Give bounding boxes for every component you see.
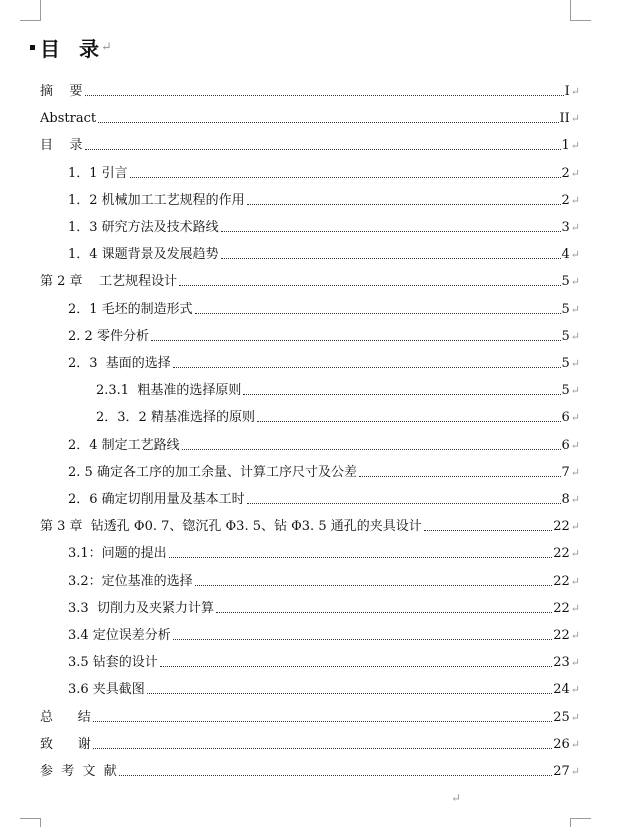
- toc-entry-page: 27: [553, 764, 570, 779]
- toc-entry-page: 22: [553, 546, 570, 562]
- toc-entry-page: 26: [553, 736, 570, 752]
- dot-leader: [424, 529, 553, 531]
- toc-entry[interactable]: [68, 164, 580, 182]
- toc-entry[interactable]: [96, 381, 580, 399]
- toc-entry-label: 3.5 钻套的设计: [68, 655, 158, 671]
- dot-leader: [359, 475, 561, 477]
- paragraph-mark-icon: ↵: [570, 248, 580, 262]
- paragraph-mark-icon: ↵: [570, 601, 580, 615]
- toc-entry-page: 5: [561, 356, 570, 371]
- toc-entry-label: 2．6 确定切削用量及基本工时: [68, 492, 245, 507]
- paragraph-mark-icon: ↵: [570, 547, 580, 561]
- toc-entry-label: 2．3 基面的选择: [68, 356, 171, 371]
- dot-leader: [247, 203, 561, 205]
- crop-mark-bottom-right-v: [570, 818, 571, 827]
- paragraph-mark-icon: ↵: [570, 710, 580, 724]
- paragraph-mark-icon: ↵: [570, 275, 580, 289]
- toc-entry-label: 3.6 夹具截图: [68, 682, 145, 698]
- toc-entry[interactable]: [68, 490, 580, 508]
- paragraph-mark-icon: ↵: [570, 411, 580, 425]
- paragraph-mark-icon: ↵: [570, 438, 580, 452]
- page-title: [30, 33, 113, 62]
- paragraph-mark-icon: ↵: [570, 139, 580, 153]
- toc-entry[interactable]: [68, 572, 580, 590]
- toc-entry[interactable]: [68, 599, 580, 617]
- toc-entry-label: 3.4 定位误差分析: [68, 628, 171, 643]
- crop-mark-top-right-h: [570, 20, 591, 21]
- toc-entry-label: 1．4 课题背景及发展趋势: [68, 247, 219, 263]
- dot-leader: [182, 448, 561, 450]
- toc-entry-label: 2．3．2 精基准选择的原则: [96, 410, 255, 426]
- toc-entry-page: 3: [561, 220, 570, 235]
- toc-entry-page: 22: [553, 600, 570, 616]
- toc-entry[interactable]: [40, 272, 580, 290]
- crop-mark-top-left-v: [40, 0, 41, 20]
- dot-leader: [243, 393, 560, 395]
- toc-entry-label: 摘 要: [40, 84, 83, 99]
- dot-leader: [130, 176, 561, 178]
- dot-leader: [93, 747, 552, 749]
- paragraph-mark-icon: ↵: [570, 656, 580, 670]
- toc-entry-page: 25: [553, 709, 570, 725]
- toc-entry-label: 2．1 毛坯的制造形式: [68, 301, 193, 317]
- toc-entry-page: 6: [561, 437, 570, 453]
- toc-entry-page: 5: [561, 301, 570, 317]
- dot-leader: [160, 665, 552, 667]
- toc-entry[interactable]: [40, 82, 580, 100]
- paragraph-mark-icon: ↵: [570, 221, 580, 234]
- toc-entry-page: 24: [553, 682, 570, 698]
- dot-leader: [173, 638, 552, 640]
- dot-leader: [85, 94, 564, 96]
- paragraph-mark-icon: ↵: [570, 574, 580, 588]
- title-char-1: 目: [40, 37, 61, 61]
- dot-leader: [247, 502, 561, 504]
- toc-entry-page: 5: [561, 274, 570, 290]
- toc-entry[interactable]: [68, 300, 580, 318]
- dot-leader: [119, 774, 552, 776]
- toc-entry-page: 6: [561, 410, 570, 426]
- toc-entry-label: 1．2 机械加工工艺规程的作用: [68, 192, 245, 208]
- toc-entry[interactable]: [96, 408, 580, 426]
- paragraph-mark-icon: ↵: [570, 765, 580, 778]
- paragraph-mark-icon: ↵: [570, 520, 580, 534]
- dot-leader: [169, 556, 553, 558]
- toc-entry-page: 2: [561, 192, 570, 208]
- dot-leader: [257, 420, 561, 422]
- crop-mark-top-right-v: [570, 0, 571, 20]
- paragraph-mark-icon: ↵: [570, 493, 580, 506]
- toc-entry-label: 目 录: [40, 138, 83, 154]
- paragraph-mark-icon: ↵: [570, 357, 580, 370]
- paragraph-mark-icon: ↵: [570, 302, 580, 316]
- toc-entry[interactable]: [40, 109, 580, 127]
- toc-entry[interactable]: [68, 653, 580, 671]
- toc-entry-page: 5: [561, 328, 570, 344]
- paragraph-mark-icon: ↵: [570, 166, 580, 180]
- toc-entry-page: 22: [553, 628, 570, 643]
- toc-entry-label: 3.2：定位基准的选择: [68, 573, 193, 589]
- dot-leader: [216, 611, 552, 613]
- toc-entry-label: 参 考 文 献: [40, 764, 117, 779]
- dot-leader: [151, 339, 561, 341]
- toc-entry[interactable]: [68, 680, 580, 698]
- toc-entry-label: 1．3 研究方法及技术路线: [68, 220, 219, 235]
- crop-mark-bottom-left-h: [20, 818, 41, 819]
- toc-entry[interactable]: [68, 626, 580, 644]
- paragraph-mark-icon: ↵: [570, 329, 580, 343]
- toc-entry-label: 2. 5 确定各工序的加工余量、计算工序尺寸及公差: [68, 464, 357, 480]
- toc-entry[interactable]: [40, 517, 580, 535]
- toc-entry[interactable]: [68, 463, 580, 481]
- toc-entry[interactable]: [68, 191, 580, 209]
- paragraph-mark-icon: ↵: [570, 112, 580, 126]
- paragraph-mark-icon: ↵: [570, 465, 580, 479]
- toc-entry[interactable]: [68, 544, 580, 562]
- toc-entry-page: 22: [553, 573, 570, 589]
- title-char-2: 录: [79, 37, 100, 61]
- crop-mark-top-left-h: [20, 20, 41, 21]
- toc-entry-label: 第 2 章 工艺规程设计: [40, 274, 178, 290]
- dot-leader: [98, 121, 558, 123]
- toc-entry-page: 23: [553, 655, 570, 671]
- toc-entry-label: 2.3.1 粗基准的选择原则: [96, 383, 242, 399]
- toc-entry[interactable]: [68, 218, 580, 236]
- paragraph-mark-icon: ↵: [570, 384, 580, 398]
- toc-entry[interactable]: [68, 354, 580, 372]
- toc-entry-page: 5: [561, 383, 570, 399]
- dot-leader: [173, 366, 561, 368]
- toc-entry-label: 总 结: [40, 709, 91, 725]
- toc-entry-page: II: [559, 111, 570, 127]
- crop-mark-bottom-left-v: [40, 818, 41, 827]
- crop-mark-bottom-right-h: [570, 818, 591, 819]
- toc-entry-label: Abstract: [40, 111, 97, 127]
- toc-entry-page: 22: [553, 519, 570, 535]
- toc-entry-label: 2．4 制定工艺路线: [68, 437, 180, 453]
- toc-entry[interactable]: [40, 708, 580, 726]
- toc-entry-label: 2. 2 零件分析: [68, 328, 149, 344]
- paragraph-mark-icon: ↵: [570, 683, 580, 697]
- paragraph-mark-icon: ↵: [570, 737, 580, 751]
- toc-entry-label: 致 谢: [40, 736, 91, 752]
- dot-leader: [179, 284, 560, 286]
- toc-entry-page: I: [564, 84, 570, 99]
- toc-entry-label: 1．1 引言: [68, 165, 128, 181]
- toc-entry[interactable]: [40, 136, 580, 154]
- toc-entry[interactable]: [68, 245, 580, 263]
- toc-entry-label: 第 3 章 钻透孔 Φ0. 7、锪沉孔 Φ3. 5、钻 Φ3. 5 通孔的夹具设计: [40, 519, 422, 535]
- dot-leader: [85, 148, 561, 150]
- toc-entry[interactable]: [68, 327, 580, 345]
- toc-entry[interactable]: [40, 762, 580, 780]
- toc-entry-label: 3.3 切削力及夹紧力计算: [68, 600, 214, 616]
- paragraph-mark-icon: ↵: [570, 193, 580, 207]
- dot-leader: [221, 230, 561, 232]
- dot-leader: [93, 720, 552, 722]
- toc-entry-page: 1: [561, 138, 570, 154]
- toc-entry[interactable]: [40, 735, 580, 753]
- toc-entry-page: 4: [561, 247, 570, 263]
- toc-entry-label: 3.1：问题的提出: [68, 546, 167, 562]
- paragraph-mark-icon: ↵: [101, 40, 113, 55]
- paragraph-mark-icon: ↵: [451, 791, 462, 805]
- toc-entry-page: 8: [561, 492, 570, 507]
- toc-entry-page: 2: [561, 165, 570, 181]
- paragraph-mark-icon: ↵: [570, 629, 580, 642]
- dot-leader: [195, 312, 561, 314]
- dot-leader: [147, 692, 552, 694]
- paragraph-mark-icon: ↵: [570, 85, 580, 98]
- dot-leader: [221, 257, 561, 259]
- toc-entry-page: 7: [561, 464, 570, 480]
- toc-entry[interactable]: [68, 436, 580, 454]
- heading-bullet-icon: [30, 45, 35, 50]
- dot-leader: [195, 584, 553, 586]
